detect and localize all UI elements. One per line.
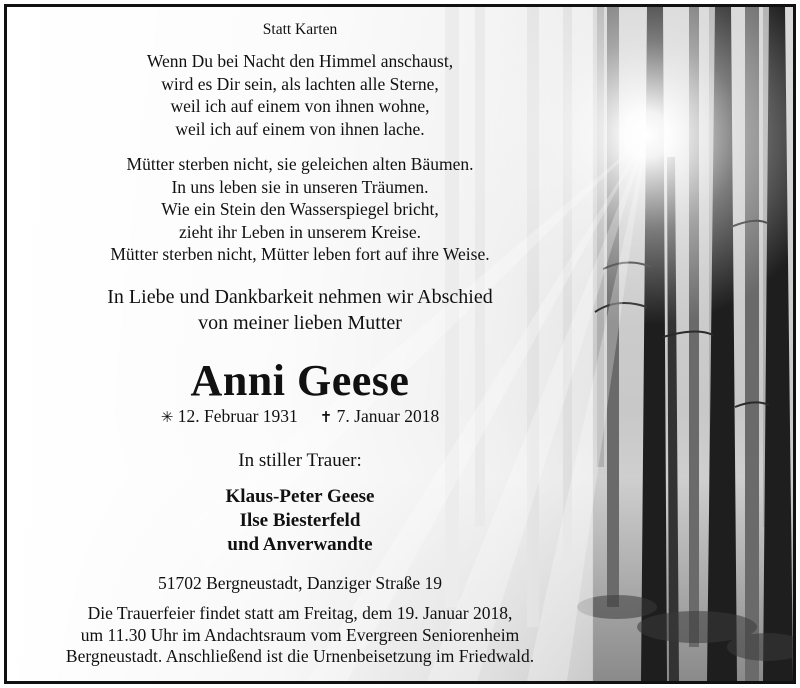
verse2-line: In uns leben sie in unseren Träumen. <box>171 176 429 197</box>
mourner-name: Ilse Biesterfeld <box>239 510 361 531</box>
birth-star-icon: ✳ <box>160 408 174 426</box>
verse2-line: Mütter sterben nicht, sie geleichen alten Bäumen. <box>126 154 474 174</box>
text-column <box>7 7 593 681</box>
mourner-name: und Anverwandte <box>227 534 373 555</box>
mourner-name: Klaus-Peter Geese <box>225 486 375 507</box>
verse1-line: weil ich auf einem von ihnen lache. <box>175 118 425 139</box>
header-text: Statt Karten <box>262 21 338 38</box>
verse2-line: Wie ein Stein den Wasserspiegel bricht, <box>161 199 439 220</box>
intro-line: In Liebe und Dankbarkeit nehmen wir Abschied <box>107 286 493 308</box>
verse2-line: Mütter sterben nicht, Mütter leben fort auf ihre Weise. <box>110 244 490 265</box>
verse1-line: wird es Dir sein, als lachten alle Sterne, <box>161 73 439 94</box>
deceased-name: Anni Geese <box>190 356 410 405</box>
verse1-line: Wenn Du bei Nacht den Himmel anschaust, <box>146 51 454 71</box>
birth-date: 12. Februar 1931 <box>177 406 298 426</box>
funeral-info-line: Die Trauerfeier findet statt am Freitag, dem 19. Januar 2018, <box>87 603 513 623</box>
address: 51702 Bergneustadt, Danziger Straße 19 <box>158 573 442 593</box>
intro-line: von meiner lieben Mutter <box>198 312 402 334</box>
verse2-line: zieht ihr Leben in unserem Kreise. <box>179 221 421 242</box>
obituary-card <box>4 4 796 684</box>
funeral-info-line: um 11.30 Uhr im Andachtsraum vom Evergreen Seniorenheim <box>80 624 520 645</box>
life-dates <box>7 406 593 427</box>
mourning-label: In stiller Trauer: <box>238 450 362 471</box>
death-cross-icon: ✝ <box>319 408 333 426</box>
verse1-line: weil ich auf einem von ihnen wohne, <box>170 96 430 117</box>
death-date: 7. Januar 2018 <box>336 406 440 426</box>
funeral-info-line: Bergneustadt. Anschließend ist die Urnenbeisetzung im Friedwald. <box>65 646 535 667</box>
